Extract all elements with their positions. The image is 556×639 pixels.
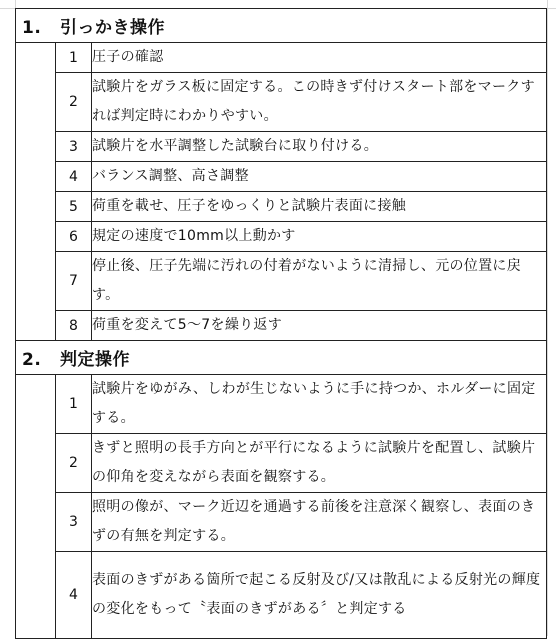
step-row — [16, 493, 547, 552]
step-row — [16, 252, 547, 311]
section-number: 2. — [22, 350, 42, 370]
step-number[interactable]: 3 — [56, 132, 92, 162]
step-text[interactable]: バランス調整、高さ調整 — [92, 162, 547, 192]
step-number[interactable]: 4 — [56, 552, 92, 639]
indent-cell[interactable] — [16, 375, 56, 639]
indent-cell[interactable] — [16, 43, 56, 341]
step-row — [16, 43, 547, 73]
step-row — [16, 132, 547, 162]
step-row — [16, 434, 547, 493]
step-number[interactable]: 4 — [56, 162, 92, 192]
section-header-row — [16, 9, 547, 43]
step-text[interactable]: 試験片を水平調整した試験台に取り付ける。 — [92, 132, 547, 162]
step-row — [16, 162, 547, 192]
section-title-text: 引っかき操作 — [60, 18, 165, 38]
step-number[interactable]: 2 — [56, 73, 92, 132]
section-header-row — [16, 341, 547, 375]
grid-line — [547, 0, 548, 636]
step-row — [16, 73, 547, 132]
step-row — [16, 552, 547, 639]
step-number[interactable]: 1 — [56, 375, 92, 434]
procedure-table — [15, 8, 547, 639]
step-row — [16, 311, 547, 341]
step-number[interactable]: 8 — [56, 311, 92, 341]
step-row — [16, 192, 547, 222]
step-text[interactable]: 停止後、圧子先端に汚れの付着がないように清掃し、元の位置に戻す。 — [92, 252, 547, 311]
step-text[interactable]: 荷重を変えて5～7を繰り返す — [92, 311, 547, 341]
section-title[interactable] — [16, 9, 547, 43]
step-row — [16, 375, 547, 434]
step-text[interactable]: 試験片をガラス板に固定する。この時きず付けスタート部をマークすれば判定時にわかりやすい。 — [92, 73, 547, 132]
step-text[interactable]: 照明の像が、マーク近辺を通過する前後を注意深く観察し、表面のきずの有無を判定する。 — [92, 493, 547, 552]
step-text[interactable]: 圧子の確認 — [92, 43, 547, 73]
step-text[interactable]: きずと照明の長手方向とが平行になるように試験片を配置し、試験片の仰角を変えながら表面を観察する。 — [92, 434, 547, 493]
step-number[interactable]: 2 — [56, 434, 92, 493]
step-number[interactable]: 3 — [56, 493, 92, 552]
step-number[interactable]: 1 — [56, 43, 92, 73]
section-number: 1. — [22, 18, 42, 38]
step-text[interactable]: 試験片をゆがみ、しわが生じないように手に持つか、ホルダーに固定する。 — [92, 375, 547, 434]
step-number[interactable]: 6 — [56, 222, 92, 252]
step-number[interactable]: 7 — [56, 252, 92, 311]
section-title-text: 判定操作 — [60, 350, 130, 370]
step-row — [16, 222, 547, 252]
step-text[interactable]: 荷重を載せ、圧子をゆっくりと試験片表面に接触 — [92, 192, 547, 222]
section-title[interactable] — [16, 341, 547, 375]
step-text[interactable]: 表面のきずがある箇所で起こる反射及び/又は散乱による反射光の輝度の変化をもって〝表面のきずがある〞と判定する — [92, 552, 547, 639]
step-number[interactable]: 5 — [56, 192, 92, 222]
step-text[interactable]: 規定の速度で10mm以上動かす — [92, 222, 547, 252]
